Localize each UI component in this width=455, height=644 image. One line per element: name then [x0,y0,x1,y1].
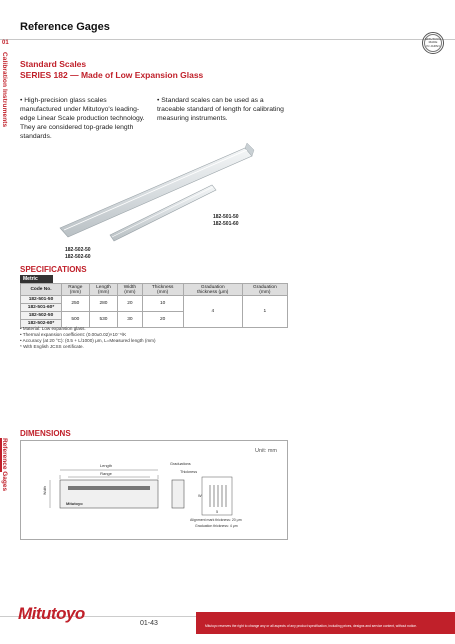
footer-disclaimer: Mitutoyo reserves the right to change any or all aspects of any product specification, including prices, designs and service content, without notice. [205,624,417,628]
product-photo [40,140,290,250]
metric-tab[interactable]: Metric [20,275,53,283]
side-tab-label-reference[interactable]: Reference Gages [1,438,8,492]
cell-length: 530 [89,312,118,328]
note-thermal: • Thermal expansion coefficient: (0.00±0.02)×10⁻⁶/K [20,332,127,337]
w-dimension-label: W [198,494,202,498]
unit-label: Unit: mm [255,448,277,454]
cell-grad-thickness: 4 [183,296,242,328]
dimensions-heading: DIMENSIONS [20,429,71,438]
range-label: Range [100,471,112,476]
footer-band [196,612,455,634]
cell-code: 182-501-50 [21,296,62,304]
specifications-table [20,283,288,328]
note-accuracy: • Accuracy (at 20 °C): (0.5 + L/1000) μm, L=Measured length (mm) [20,338,156,343]
cell-graduation: 1 [242,296,287,328]
photo-label-b1: 182-502-50 [65,247,91,253]
spec-notes [20,326,156,350]
feature-bullet-1: • High-precision glass scales manufactured under Mitutoyo's leading-edge Linear Scale production technology. They are considered top-grade length standards. [20,97,145,140]
photo-label-182-501 [213,214,239,228]
cell-thickness: 10 [142,296,183,312]
section-subtitle: SERIES 182 — Made of Low Expansion Glass [20,70,204,80]
cell-code: 182-501-60* [21,304,62,312]
table-row [21,296,288,304]
feature-bullet-2: • Standard scales can be used as a traceable standard of length for calibrating measuring instruments. [157,97,284,122]
col-header-width: Width (mm) [118,284,142,296]
cell-code: 182-502-50 [21,312,62,320]
cell-range: 250 [62,296,90,312]
side-tab-label-calibration[interactable]: Calibration Instruments [1,52,8,128]
brand-logo: Mitutoyo [18,604,85,623]
five-dimension-label: 5 [216,510,219,514]
photo-label-a2: 182-501-60 [213,221,239,227]
end-view [172,480,184,508]
seal-line-3: IN JAPAN [426,43,440,48]
section-title: Standard Scales [20,59,87,69]
alignment-mark-label: Alignment mark thickness: 20 μm [190,518,242,522]
cell-thickness: 20 [142,312,183,328]
thickness-label: Thickness [180,470,198,474]
photo-label-182-502 [65,247,91,261]
side-tab-number: 01 [2,40,9,46]
col-header-thickness: Thickness (mm) [142,284,183,296]
cell-length: 280 [89,296,118,312]
seal-line-2: MADE [428,40,438,45]
note-certificate: * With English JCSS certificate. [20,344,84,349]
cell-code: 182-502-60* [21,320,62,328]
photo-label-a1: 182-501-50 [213,214,239,220]
seal-line-1: MITUTOYO [425,36,441,41]
made-in-japan-seal [422,32,444,54]
length-label: Length [99,463,113,468]
specifications-heading: SPECIFICATIONS [20,265,87,274]
page-header-title: Reference Gages [20,21,110,33]
page-number: 01-43 [140,620,158,627]
dimension-drawing [20,455,288,540]
graduation-thickness-label: Graduation thickness: 4 μm [195,524,238,528]
col-header-range: Range (mm) [62,284,90,296]
col-header-code: Code No. [21,284,62,296]
graduations-label: Graduations [170,462,191,466]
cell-range: 500 [62,312,90,328]
cell-width: 30 [118,312,142,328]
col-header-length: Length (mm) [89,284,118,296]
cell-width: 20 [118,296,142,312]
width-label: Width [43,486,47,495]
col-header-grad-thickness: Graduation thickness (μm) [183,284,242,296]
col-header-graduation: Graduation (mm) [242,284,287,296]
brand-on-scale: Mitutoyo [66,501,83,506]
note-material: • Material: Low expansion glass. [20,326,86,331]
photo-label-b2: 182-502-60 [65,254,91,260]
